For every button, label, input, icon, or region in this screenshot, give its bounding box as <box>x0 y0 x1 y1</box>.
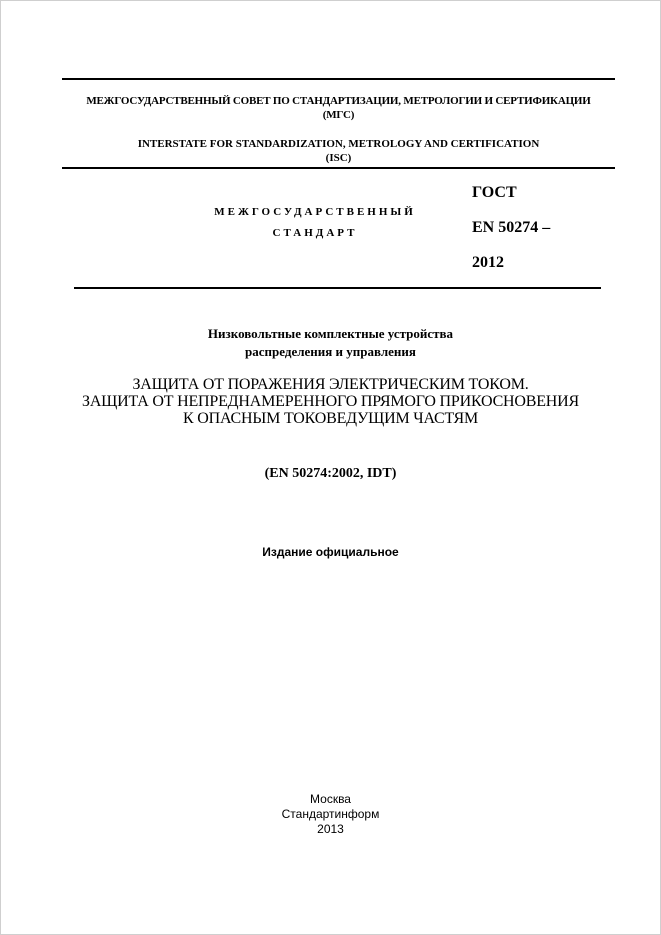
standard-code-line2: EN 50274 – <box>472 219 551 236</box>
standard-type-line1: МЕЖГОСУДАРСТВЕННЫЙ <box>214 206 416 218</box>
top-rule <box>62 78 615 80</box>
standard-code-line3: 2012 <box>472 254 504 271</box>
header-bottom-rule <box>62 167 615 169</box>
standard-code <box>472 184 550 272</box>
document-subtitle-line1: Низковольтные комплектные устройства <box>207 326 454 341</box>
document-subtitle <box>0 325 661 361</box>
document-title-line2: ЗАЩИТА ОТ НЕПРЕДНАМЕРЕННОГО ПРЯМОГО ПРИКОСНОВЕНИЯ <box>82 393 579 410</box>
council-abbr-ru: (МГС) <box>322 109 355 121</box>
standard-bottom-rule <box>74 287 601 289</box>
standard-code-line1: ГОСТ <box>472 184 517 201</box>
document-subtitle-line2: распределения и управления <box>245 344 416 359</box>
council-name-en <box>62 137 615 165</box>
publisher-block <box>0 792 661 837</box>
publication-year: 2013 <box>317 822 344 836</box>
council-name-ru-line1: МЕЖГОСУДАРСТВЕННЫЙ СОВЕТ ПО СТАНДАРТИЗАЦИИ, МЕТРОЛОГИИ И СЕРТИФИКАЦИИ <box>86 95 591 107</box>
publisher-name: Стандартинформ <box>281 807 380 821</box>
council-name-ru <box>62 94 615 122</box>
document-title-line3: К ОПАСНЫМ ТОКОВЕДУЩИМ ЧАСТЯМ <box>183 410 478 427</box>
standard-type <box>180 206 450 239</box>
document-title <box>0 376 661 427</box>
publisher-city: Москва <box>310 792 351 806</box>
standard-type-line2: СТАНДАРТ <box>272 227 358 239</box>
council-abbr-en: (ISC) <box>325 152 352 164</box>
council-name-en-line1: INTERSTATE FOR STANDARDIZATION, METROLOGY AND CERTIFICATION <box>137 138 540 150</box>
en-reference: (EN 50274:2002, IDT) <box>264 466 397 481</box>
document-title-line1: ЗАЩИТА ОТ ПОРАЖЕНИЯ ЭЛЕКТРИЧЕСКИМ ТОКОМ. <box>132 376 529 393</box>
edition-label: Издание официальное <box>262 545 399 559</box>
